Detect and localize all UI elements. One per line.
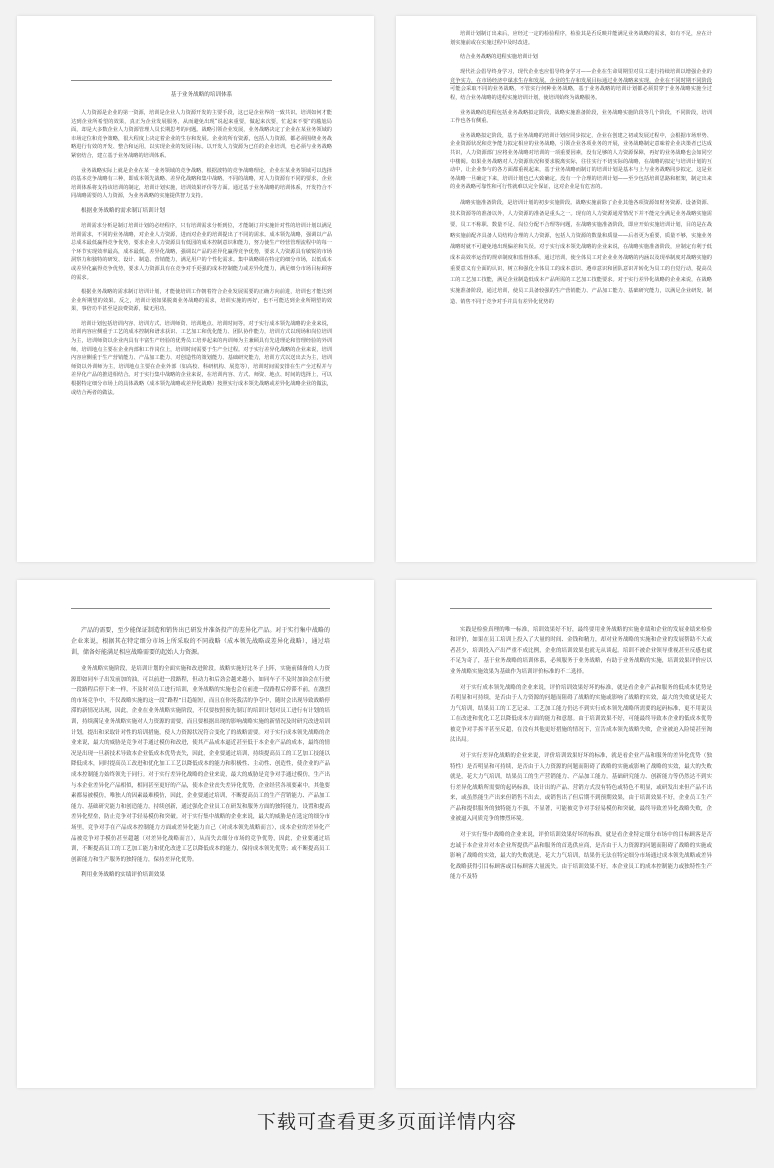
paragraph: 人力资源是企业的第一资源，培训是企业人力资源开发的主要手段，这已是企业界的一致共识。培训如何才能达到企业所希望的效果，真正为企业发展服务，从而避免出现“说起来重要，做起来次要，忙起来不要”的尴尬局面，却是大多数企业人力资源管理人员长期思考的问题。战略引领企业发展，业务战略决定了企业在某业务领域的市场定位和竞争策略，很大程度上决定着企业的生存和发展。企业的所有资源，包括人力资源，都必须围绕业务战略进行有效的开发、整合和运用，以实现企业的发展目标。以开发人力资源为已任的企业培训，也必须与业务战略紧密结合，建立基于业务战略的培训体系。	[71, 110, 332, 159]
page-header-rule	[71, 608, 330, 609]
section-heading: 利用业务战略的实绩评价培训效果	[81, 872, 165, 879]
paragraph: 现代社会倡导终身学习，现代企业也应倡导终身学习——企业在生命周期里对员工进行持续培训以增强企业的竞争实力，在市场经济中谋求生存和发展。企业的生存和发展目标通过业务战略来实现，企业在不同时期不同阶段可能会采取不同的业务战略，不管实行何种业务战略，基于业务战略的培训计划都必须贯穿于业务战略实施全过程，结合业务战略的进程实施培训计划，使培训始终为战略服务。	[450, 69, 712, 101]
paragraph: 对于实行差异化战略的企业来说，评价培训效果好坏的标准，就是看企业产品和服务的差异化优势（独特性）是否明显和可持续，是否由于人力资源的问题而阻碍了战略的实施或影响了战略的实效，最大的失败就是，花大力气培训，结果员工的生产营销能力、产品加工能力，基础研究能力、创新能力等仍然达不到实行差异化战略所需要的起码标准，设计出的产品、营销方式没有特色或特色不明显，或研发出来但产品不出来，或虽然能生产出来但销售不出去，或销售出了但后期不到预期效果，由于培训效果不好，企业员工生产产品和提供服务的独特能力不强，不显著，可能被竞争对手轻易模仿和突破，最终导致差异化战略失败，企业被逼入同质竞争的惨烈环境。	[450, 753, 712, 822]
section-heading: 结合业务战略的进程实施培训计划	[460, 54, 538, 61]
paragraph: 培训计划包括培训内容、培训方式、培训师资、培训地点、培训时间等。对于实行成本领先战略的企业来说，培训内容应侧重于工艺的成本控制和谱求获识、工艺加工和优化能力、团队协作能力，培训方式以现场和岗位培训为主，培训师资以企业内具有丰富生产经验的优秀员工培养起来的内训师为主兼顾具有先进理论和管理经验的外训师，培训地点主要在企业内部和工作岗位上，培训时间需要于生产全过程。对于实行差异化战略的企业来说，培训内容应侧重于生产营销能力、产品加工能力、对创造性的策划能力、基础研究能力，培训方式以送出去为主，培训师资以外训师为主，培训地点主要在企业外部（如高校、科研机构、展览等），培训时间需安排在生产全过程并与差异化产品的推进相结合。对于实行集中战略的企业来说，在培训内容、方式、师资、地点、时间的选择上，可以根据特定细分市场上的具体战略（成本领先战略或差异化战略）按照实行成本领先战略或差异化战略企业的做法，或结合两者的做法。	[71, 320, 332, 396]
paragraph: 产品的需要，至少能保证制造和销售出已研发并准备投产的差异化产品。对于实行集中战略的企业来说，根据其在特定细分市场上所采取的不同战略（成本领先战略或差异化战略），通过培训，储备好能满足相应战略需要的起始人力资源。	[71, 627, 330, 656]
download-more-caption[interactable]: 下载可查看更多页面详情内容	[256, 1111, 517, 1133]
paragraph: 培训需求分析是制订培训计划的必经程序，只有培训需求分析到位，才能制订并实施针对性的培训计划以满足培训需求，不同的业务战略，对企业人力资源，进而对企业的培训提出了不同的需求。成本领先战略，强调以产品总成本最低赢得竞争优势，要求企业人力资源具有低园的成本控制意识和能力，努力使生产经营管理流程中的每一个环节实现效率最高，成本最低。差异化战略，强调以产品的差异化赢得竞争优势，要求人力资源具有敏锐的市场洞察力和独特的研发、设计、制造、营销能力，满足用户的个性化需求。集中战略调在特定的细分市场，以低成本或差异化赢得竞争优势，要求人力资源具有在竞争对手更强的成本控制能力或差异化能力，满足细分市场目标顾客的需求。	[71, 222, 332, 281]
paragraph: 战略实施准备阶段，是培训计划的初步实施阶段。战略实施前除了企业其他各项资源如财务资源、设备资源、技术资源等的准备以外，人力资源的准备是重头之一。现有的人力资源通常情况下并不能完全满足业务战略实施需要，员工不称职、数量不足、岗位分配不合理等问题，在战略实施准备阶段，即应开始实施培训计划，目的是在战略实施前配齐具备人员结构合理的人力资源，包括人力资源的数量和质量——后者更为重要，质量不够，实施业务战略时就不可避免地出现偏差和失误。对于实行成本领先战略的企业来说，在战略实施准备阶段，应制定有利于低成本高效率运营的规章制度和监督体系，通过培训，使全体员工对企业业务战略的内涵以及现举制度对战略实施的重要意义有全面的认识，树立和强化全体员工的成本意识、遵章意识和团队意识并转化为员工的自觉行动，提高员工的工艺加工技能，满足企业制造低成本产品所需的工艺加工技能要求。对于实行差异化战略的企业来说，在战略实施准备阶段，通过培训，使员工具备较强的生产营销能力、产品加工能力、基础研究能力，以满足企业研发、制造、销售不同于竞争对手并具有差异化优势的	[450, 199, 712, 305]
document-page-1	[17, 16, 374, 562]
section-heading: 根据业务战略的需求制订培训计划	[81, 207, 165, 214]
document-page-2	[396, 16, 756, 562]
paragraph: 业务战略实际上就是企业在某一业务领域的竞争战略，根据波特的竞争战略理论，企业在某业务领域可以选择的基本竞争战略有三种，即成本领先战略、差异化战略和集中战略。不同的战略，对人力资源有不同的要求，企业培训体系将支持该培训的制定，培训计划实施，培训效果评价等方面。通过基于业务战略的培训体系，开发符合不同战略需要的人力资源，为业务战略的实施提供智力支持。	[71, 167, 332, 200]
paragraph: 对于实行集中战略的企业来说，评价培训效果好坏的标准，就是看企业特定细分市场中的目标顾客是否忠诚于本企业并对本企业所提供产品和服务的首选供应商，是否由于人力资源的问题而阻碍了战略的实施或影响了战略的实效，最大的失败就是，花大力气培训，结果仍无法在特定细分市场通过成本领先战略或差异化战略获得引目标顾客或目标顾客大量流失。由于培训效果不好，本企业员工的成本控制能力或独特性生产能力不及特	[450, 832, 712, 880]
document-page-4	[396, 580, 756, 1088]
document-title: 基于业务战略的培训体系	[170, 92, 233, 98]
paragraph: 业务战略实施阶段，是培训计划的全面实施和改进阶段。战略实施好比冬子上阵，实施前储备的人力资源即如同车子出发前加的油，可以前进一段路程，但动力和后劲会越来越小，如同车子不及时加油会在行驶一段路程后停下来一样，不及时对员工进行培训，业务战略的实施也会在前进一段路程后停滞不前，在激烈的市场竞争中，不仅战略实施的这一段“路程”日趋缩短，而且在你死我活的争夺中，随时会出现导致战略停滞的新情况出现，因此，企业在业务战略实施阶段，不仅要按照预先制订的培训计划对员工进行有计划的培训，持续满足业务战略实施对人力资源的需要，而且要根据出现的影响战略实施的新情况及时研究改进培训计划，提出和采取针对性的培训措施，使人力资源状况符合变化了的战略需要。对于实行成本领先战略的企业来说，最大的威胁是竞争对手通过模仿和改进，使其产品成本逼近甚至低于本企业产品的成本，最终的情况是出现一旦新技术导致本企业低成本优势丧失，因此，企业要通过培训，持续提高员工的工艺加工技能以降低成本，同时提高员工改进和优化加工工艺以降低成本的能力和积极性、主动性、创造性，使企业的产品成本控制能力始终领先于同行。对于实行差异化战略的企业来说，最大的威胁是竞争对手通过模仿，生产出与本企业差异化产品相似，相同甚至更好的产品，使本企业丧失差异化优势，企业经营各项要素中，其他要素都易被模仿，唯独人的因素最难模仿，因此，企业要通过培训，不断提高员工的生产营销能力、产品加工能力、基础研究能力和创造能力，持续创新，通过强化企业员工在研发和服务方面的独特能力，设置和提高差异化壁垒，防止竞争对手轻易模仿和突破。对于实行集中战略的企业来说，最大的威胁是在选定的细分市场里，竞争对手在产品成本控制能力方面或差异化能力自己（对成本领先战略而言），成本企业的差异化产品被竞争对手模仿甚至超越（对差异化战略而言），从而失去细分市场的竞争优势，因此，企业要通过培训，不断提高员工的工艺加工能力和优化改进工艺以降低成本的能力，保持成本领先优势；或不断提高员工创新能力和生产服务的独特能力，保持差异化优势。	[71, 666, 330, 863]
paragraph: 业务战略的进程包括业务战略拟定阶段，战略实施准备阶段，业务战略实施阶段等几个阶段，不同阶段，培训工作也各有侧重。	[450, 109, 712, 125]
paragraph: 业务战略拟定阶段，基于业务战略的培训计划应同步拟定，企业在创建之初或发展过程中，会根据市场形势、企业资源状况和竞争能力拟定相应的业务战略，引领企业各项业务的开展，业务战略制定意味着企业决策者已达成共识，人力资源部门应将业务战略对培训的一项重要因素，没有足够的人力资源保障，再好的业务战略也会如同空中楼阁。如果业务战略对人力资源状况和要求脱离实际，往往实行不切实际的战略，在战略的拟定与培训计划的互动中，让企业参与的各方面都重视起来，基于业务战略而制订的培训计划是基本与上与业务战略同步拟定，这是业务战略一旦确定下来，培训计划也已大致确定。没有一个合理的培训计划——至少包括培训思路和框架，制定出来的业务战略可靠性和可行性就难以完全保证，这对企业是有危害的。	[450, 132, 712, 191]
document-page-3	[17, 580, 374, 1088]
paragraph: 实践是检验真理的唯一标准，培训效果好不好，最终要用业务战略的实施业绩和企业的发展业绩来检验和评价，如果在员工培训上投入了大量的时间、金钱和精力，却对业务战略的实施和企业的发展帮助不大或者甚少，培训投入产出严重不成比例，企业的培训效果也就无从谈起。培训不被企业领导重视甚至反感也就不足为奇了，基于业务战略的培训体系，必须服务于业务战略，有助于业务战略的实施，培训效果评价应以业务战略实施效果为基础作为培训评价标准的不二选择。	[450, 627, 712, 675]
page-header-rule	[450, 608, 712, 609]
paragraph: 根据业务战略的需求制订培训计划，才能使培训工作朝着符合企业发展需要的正确方向前进，培训也才能达到企业所期望的效果。反之，培训计划如果脱离业务战略的需求，培训实施的再好，也不可能达到企业所期望的效果，事倍功半甚至是浪费资源，做无用功。	[71, 289, 332, 313]
paragraph: 培训计划制订出来后，应经过一定的检验程序，检验其是否反映并能满足业务战略的需求，如有不足，应在计划实施前或在实施过程中及时改进。	[450, 31, 712, 46]
paragraph: 对于实行成本领先战略的企业来说，评价培训效果好坏的标准，就是看企业产品和服务的低成本优势是否明显和可持续，是否由于人力资源的问题而阻碍了战略的实施或影响了战略的实效，最大的失败就是花大力气培训，结果员工的工艺记录、工艺加工能力仍达不到实行成本领先战略所需要的起码标准，更不用说员工在改进和优化工艺以降低成本方面的能力和意愿。由于培训效果不好，可能最终导致本企业的低成本优势被竞争对手拆平甚至反超，在没有其他更好措施的情况下，宣告成本领先战略失败，企业被迫入险境甚至淘汰出局。	[450, 685, 712, 744]
